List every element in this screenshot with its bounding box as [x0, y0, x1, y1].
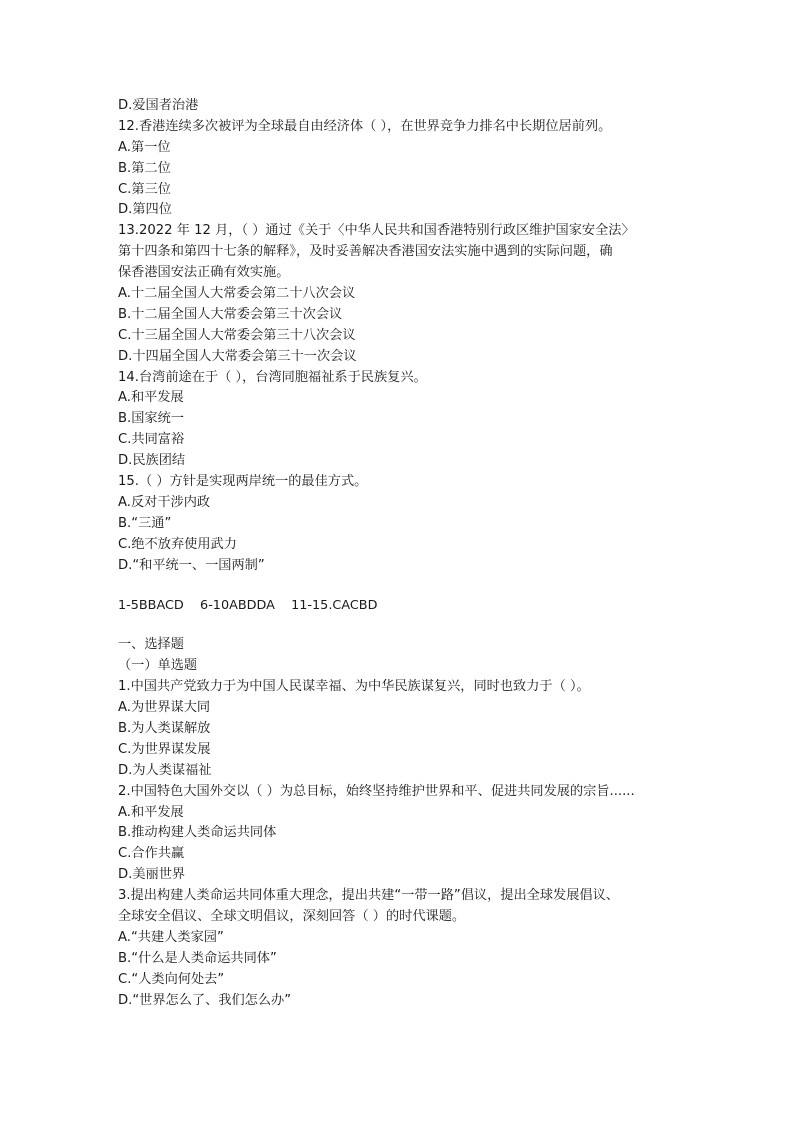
- p2-q1-stem: 1.中国共产党致力于为中国人民谋幸福、为中华民族谋复兴，同时也致力于（ ）。: [118, 679, 590, 695]
- p2-q1-option-d: D.为人类谋福祉: [118, 762, 212, 778]
- p2-q3-option-a: A.“共建人类家园”: [118, 929, 224, 945]
- blank-gap: [118, 617, 698, 635]
- q15-option-c: C.绝不放弃使用武力: [118, 536, 237, 552]
- p2-q3-option-c: C.“人类向何处去”: [118, 971, 225, 987]
- blank-gap: [118, 576, 698, 596]
- q12-stem: 12.香港连续多次被评为全球最自由经济体（ ），在世界竞争力排名中长期位居前列。: [118, 118, 612, 134]
- q12-option-a: A.第一位: [118, 139, 171, 155]
- p2-q2-option-d: D.美丽世界: [118, 867, 186, 883]
- q14-option-a: A.和平发展: [118, 390, 184, 406]
- q14-stem: 14.台湾前途在于（ ），台湾同胞福祉系于民族复兴。: [118, 369, 427, 385]
- p2-q2-option-a: A.和平发展: [118, 804, 184, 820]
- q14-option-c: C.共同富裕: [118, 432, 185, 448]
- q12-option-d: D.第四位: [118, 202, 172, 218]
- q12-option-c: C.第三位: [118, 181, 171, 197]
- q15-option-a: A.反对干涉内政: [118, 494, 211, 510]
- p2-q2-stem: 2.中国特色大国外交以（ ）为总目标，始终坚持维护世界和平、促进共同发展的宗旨......: [118, 783, 635, 799]
- q11-option-d: D.爱国者治港: [118, 98, 199, 113]
- q15-stem: 15.（ ）方针是实现两岸统一的最佳方式。: [118, 474, 368, 490]
- answer-key: 1-5BBACD 6-10ABDDA 11-15.CACBD: [118, 598, 378, 614]
- p2-q3-stem-line-1: 3.提出构建人类命运共同体重大理念，提出共建“一带一路”倡议，提出全球发展倡议、: [118, 888, 619, 904]
- q15-option-d: D.“和平统一、一国两制”: [118, 557, 265, 573]
- p2-q1-option-a: A.为世界谋大同: [118, 700, 211, 716]
- q13-option-d: D.十四届全国人大常委会第三十一次会议: [118, 348, 357, 364]
- q13-stem-line-2: 第十四条和第四十七条的解释》，及时妥善解决香港国安法实施中遇到的实际问题，确: [118, 244, 613, 260]
- q12-option-b: B.第二位: [118, 160, 171, 176]
- q14-option-d: D.民族团结: [118, 453, 186, 469]
- p2-q2-option-c: C.合作共赢: [118, 846, 185, 862]
- q13-stem-line-3: 保香港国安法正确有效实施。: [118, 265, 290, 281]
- q13-option-c: C.十三届全国人大常委会第三十八次会议: [118, 327, 356, 343]
- q13-option-a: A.十二届全国人大常委会第二十八次会议: [118, 286, 356, 302]
- p2-q3-option-d: D.“世界怎么了、我们怎么办”: [118, 992, 292, 1008]
- p2-q1-option-b: B.为人类谋解放: [118, 720, 211, 736]
- p2-q3-stem-line-2: 全球安全倡议、全球文明倡议，深刻回答（ ）的时代课题。: [118, 908, 466, 924]
- p2-q2-option-b: B.推动构建人类命运共同体: [118, 825, 277, 841]
- p2-q1-option-c: C.为世界谋发展: [118, 741, 211, 757]
- q15-option-b: B.“三通”: [118, 515, 172, 531]
- subsection-title: （一）单选题: [118, 658, 198, 674]
- q13-option-b: B.十二届全国人大常委会第三十次会议: [118, 306, 343, 322]
- section-title: 一、选择题: [118, 637, 184, 653]
- q13-stem-line-1: 13.2022 年 12 月，（ ）通过《关于〈中华人民共和国香港特别行政区维护国家安全法〉: [118, 223, 635, 239]
- document-page: [118, 96, 698, 1011]
- q14-option-b: B.国家统一: [118, 411, 184, 427]
- p2-q3-option-b: B.“什么是人类命运共同体”: [118, 950, 277, 966]
